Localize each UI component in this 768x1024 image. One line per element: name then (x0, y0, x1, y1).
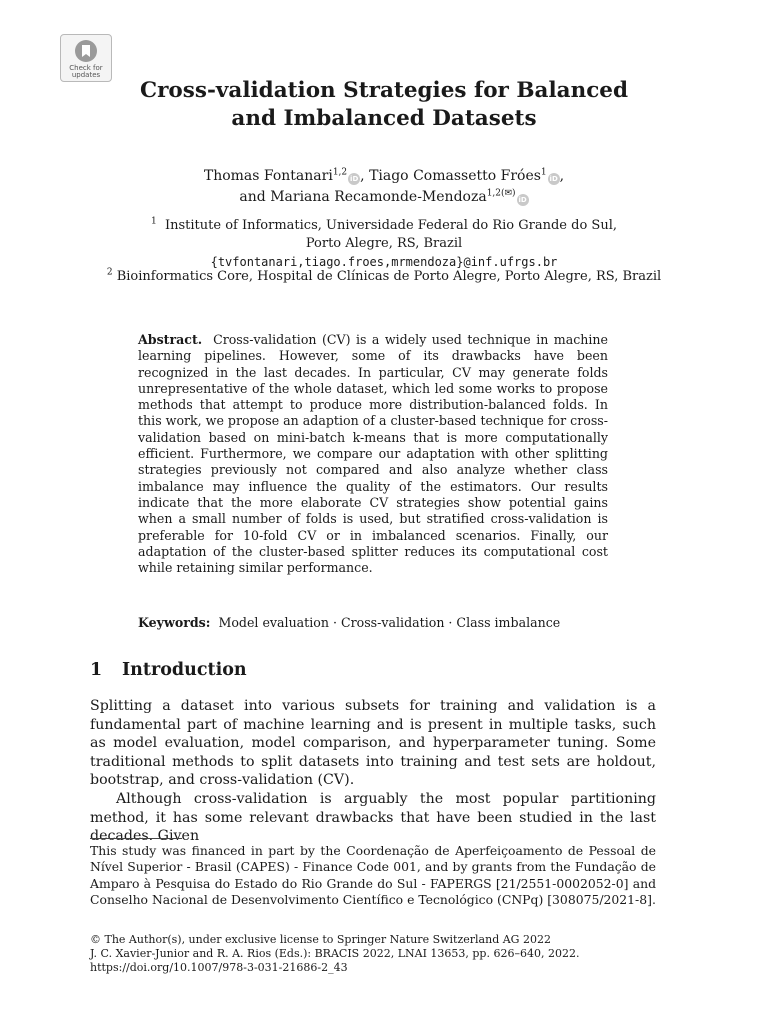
affiliation-line: Institute of Informatics, Universidade Federal do Rio Grande do Sul, (165, 218, 617, 233)
orcid-icon[interactable]: iD (518, 196, 527, 204)
author-affil-sup: 1,2(✉) (486, 188, 516, 199)
doi-link[interactable]: https://doi.org/10.1007/978-3-031-21686-2_43 (90, 961, 348, 975)
affiliation-2 (0, 268, 768, 286)
abstract-text: Cross-validation (CV) is a widely used technique in machine learning pipelines. However, some of its drawbacks have been recognized in the last decades. In particular, CV may generate folds unrepresentative of the whole dataset, which led some works to propose methods that attempt to produce more distribution-balanced folds. In this work, we propose an adaption of a cluster-based technique for cross-validation based on mini-batch k-means that is more computationally efficient. Furthermore, we compare our adaptation with other splitting strategies previously not compared and also analyze whether class imbalance may influence the quality of the estimators. Our results indicate that the more elaborate CV strategies show potential gains when a small number of folds is used, but stratified cross-validation is preferable for 10-fold CV or in imbalanced scenarios. Finally, our adaptation of the cluster-based splitter reduces its computational cost while retaining similar performance. (138, 332, 608, 576)
author-affil-sup: 1 (540, 167, 547, 178)
affiliation-line: Porto Alegre, RS, Brazil (305, 236, 463, 251)
affiliation-number: 2 (106, 267, 113, 278)
check-for-updates-badge[interactable] (60, 34, 112, 82)
funding-footnote: This study was financed in part by the Coordenação de Aperfeiçoamento de Pessoal de Nível Superior - Brasil (CAPES) - Finance Code 001, and by grants from the Fundação de Amparo à Pesquisa do Estado do Rio Grande do Sul - FAPERGS [21/2551-0002052-0] and Conselho Nacional de Desenvolvimento Científico e Tecnológico (CNPq) [308075/2021-8]. (90, 843, 656, 908)
section-title: Introduction (122, 660, 247, 680)
title-line-1: Cross-validation Strategies for Balanced (139, 78, 629, 103)
author-separator: , (559, 168, 565, 184)
keywords (138, 615, 560, 631)
paragraph: Splitting a dataset into various subsets for training and validation is a fundamental part of machine learning and is present in multiple tasks, such as model evaluation, model comparison, and hyperparameter tuning. Some traditional methods to split datasets into training and test sets are holdout, bootstrap, and cross-validation (CV). (90, 698, 656, 789)
copyright-line: © The Author(s), under exclusive license to Springer Nature Switzerland AG 2022 (90, 933, 551, 946)
title-line-2: and Imbalanced Datasets (231, 106, 537, 131)
author-emails[interactable]: {tvfontanari,tiago.froes,mrmendoza}@inf.ufrgs.br (210, 255, 558, 269)
author-name: Mariana Recamonde-Mendoza (270, 189, 487, 205)
copyright-notice (90, 933, 656, 976)
author-prefix: and (239, 189, 271, 205)
section-heading (90, 660, 247, 680)
author-affil-sup: 1,2 (332, 167, 348, 178)
author-name: Tiago Comassetto Fróes (369, 168, 541, 184)
orcid-icon[interactable]: iD (350, 175, 359, 183)
author-list (0, 166, 768, 208)
abstract (138, 332, 608, 576)
citation-line: J. C. Xavier-Junior and R. A. Rios (Eds.): BRACIS 2022, LNAI 13653, pp. 626–640, 2022. (90, 947, 580, 961)
paper-title (0, 77, 768, 133)
body-text (90, 697, 656, 846)
section-number: 1 (90, 660, 103, 680)
abstract-label: Abstract. (138, 332, 203, 347)
author-separator: , (360, 168, 370, 184)
affiliation-1 (0, 217, 768, 271)
affiliation-number: 1 (151, 216, 157, 227)
bookmark-icon (73, 39, 99, 63)
orcid-icon[interactable]: iD (549, 175, 558, 183)
keywords-text: Model evaluation · Cross-validation · Class imbalance (218, 615, 561, 630)
affiliation-line: Bioinformatics Core, Hospital de Clínicas de Porto Alegre, Porto Alegre, RS, Brazil (116, 269, 662, 284)
keywords-label: Keywords: (138, 615, 211, 630)
author-name: Thomas Fontanari (203, 168, 333, 184)
badge-label: Check for updates (69, 64, 103, 79)
footnote-rule (90, 838, 182, 839)
paragraph: Although cross-validation is arguably the most popular partitioning method, it has some relevant drawbacks that have been studied in the last decades. Given (90, 790, 656, 845)
